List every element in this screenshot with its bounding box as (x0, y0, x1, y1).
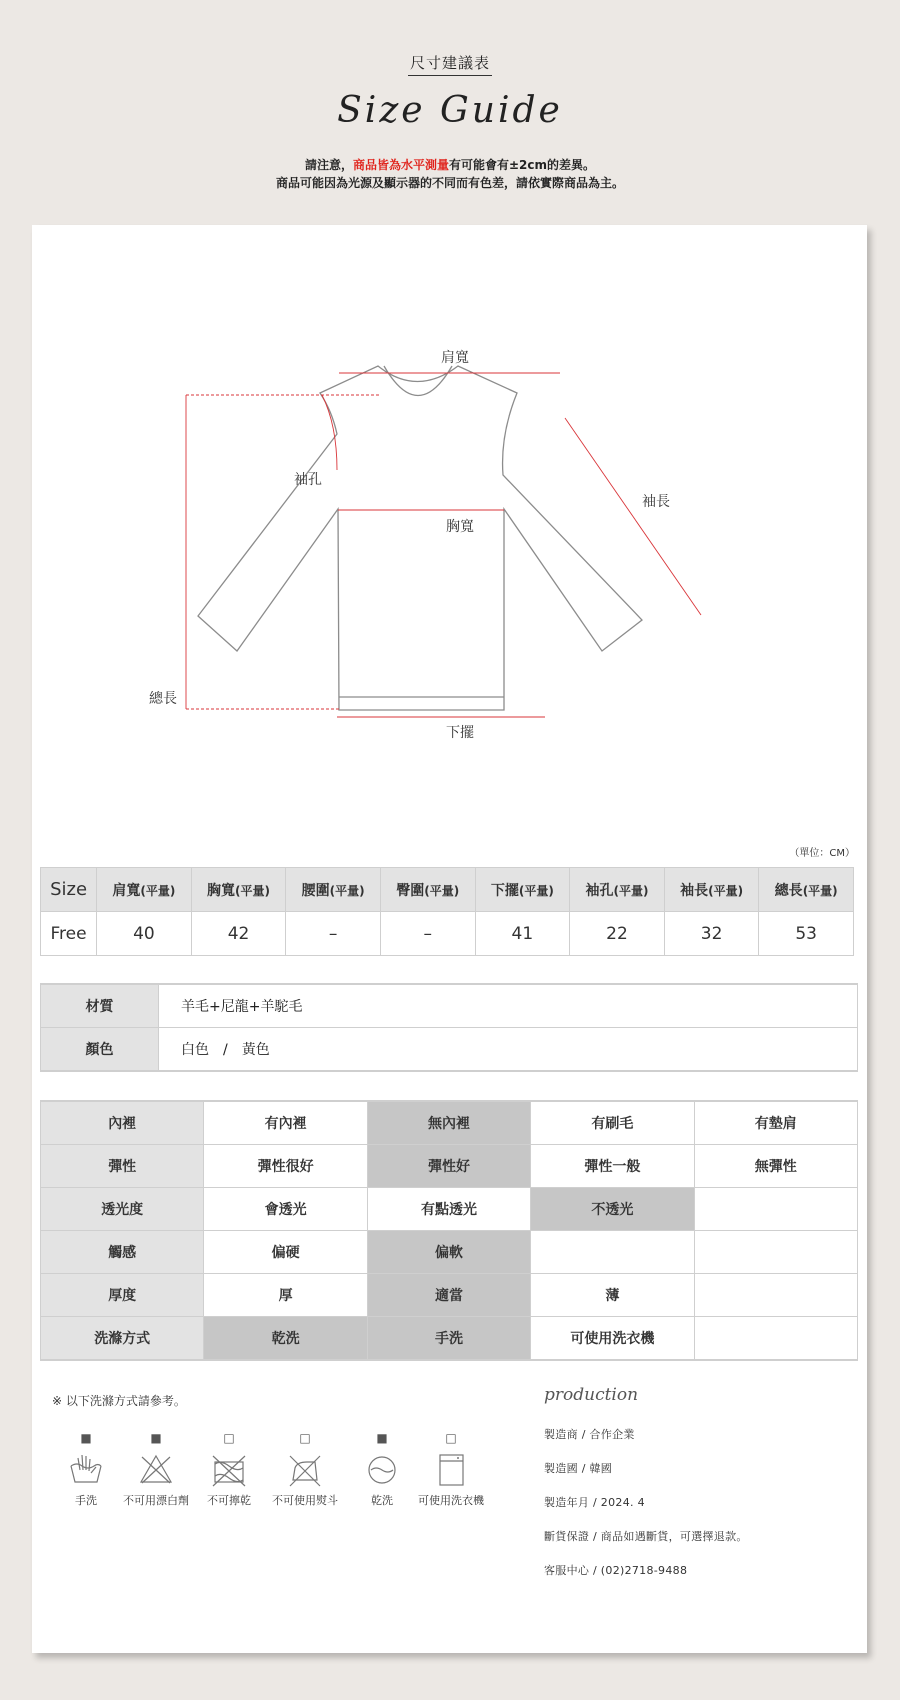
feature-key: 內裡 (41, 1101, 204, 1145)
size-value-cell: 41 (475, 912, 570, 956)
feature-option: 有點透光 (367, 1188, 530, 1231)
table-row (41, 912, 854, 956)
table-row (41, 1188, 858, 1231)
empty-box-icon: □ (299, 1431, 311, 1445)
feature-option: 彈性好 (367, 1145, 530, 1188)
measurement-lines (186, 373, 701, 717)
wash-item (46, 1430, 126, 1508)
material-value: 羊毛+尼龍+羊駝毛 (159, 984, 858, 1028)
table-row (41, 1317, 858, 1361)
sweater-outline (198, 366, 642, 710)
size-column-header (475, 868, 570, 912)
feature-option: 彈性一般 (531, 1145, 694, 1188)
size-value-cell: – (286, 912, 381, 956)
column-suffix: (平量) (708, 883, 744, 898)
feature-option: 不透光 (531, 1188, 694, 1231)
column-suffix: (平量) (235, 883, 271, 898)
feature-option (694, 1188, 857, 1231)
checked-box-icon: ■ (80, 1431, 92, 1445)
size-column-header (759, 868, 854, 912)
feature-option: 手洗 (367, 1317, 530, 1361)
label-sleeve: 袖長 (642, 494, 670, 510)
column-suffix: (平量) (518, 883, 554, 898)
feature-option (694, 1317, 857, 1361)
feature-option: 可使用洗衣機 (531, 1317, 694, 1361)
material-key: 顏色 (41, 1028, 159, 1072)
table-row (41, 1101, 858, 1145)
size-column-header (191, 868, 286, 912)
checked-box-icon: ■ (150, 1431, 162, 1445)
feature-key: 透光度 (41, 1188, 204, 1231)
size-column-header (570, 868, 665, 912)
measurement-note: 請注意，商品皆為水平測量有可能會有±2cm的差異。 商品可能因為光源及顯示器的不同而有色差，請依實際商品為主。 (275, 158, 624, 190)
page-subtitle: 尺寸建議表 (0, 52, 900, 73)
material-value: 白色 / 黃色 (159, 1028, 858, 1072)
wash-label: 不可擰乾 (207, 1494, 251, 1507)
table-row (41, 1028, 858, 1072)
feature-option (694, 1274, 857, 1317)
label-shoulder: 肩寬 (441, 350, 469, 366)
empty-box-icon: □ (445, 1431, 457, 1445)
table-row (41, 984, 858, 1028)
column-name: 下擺 (490, 882, 519, 899)
wash-item (342, 1430, 422, 1508)
production-line: 製造年月 / 2024. 4 (544, 1496, 645, 1509)
production-line: 斷貨保證 / 商品如遇斷貨，可選擇退款。 (544, 1530, 748, 1543)
feature-option: 乾洗 (204, 1317, 367, 1361)
column-name: 腰圍 (301, 882, 330, 899)
feature-option: 無內裡 (367, 1101, 530, 1145)
no-bleach-icon (138, 1452, 174, 1488)
wash-label: 不可用漂白劑 (123, 1494, 189, 1507)
production-line: 客服中心 / (02)2718-9488 (544, 1564, 688, 1577)
wash-item (189, 1430, 269, 1508)
feature-option: 薄 (531, 1274, 694, 1317)
feature-table (40, 1100, 858, 1361)
table-row (41, 1274, 858, 1317)
feature-key: 洗滌方式 (41, 1317, 204, 1361)
feature-option: 無彈性 (694, 1145, 857, 1188)
production-title: production (544, 1385, 639, 1405)
material-table (40, 983, 858, 1072)
page-title: Size Guide (337, 90, 563, 131)
size-column-header (286, 868, 381, 912)
label-armhole: 袖孔 (294, 472, 322, 488)
no-wring-icon (211, 1452, 247, 1488)
no-iron-icon (287, 1452, 323, 1488)
feature-key: 觸感 (41, 1231, 204, 1274)
machine-wash-icon (433, 1452, 469, 1488)
wash-item (265, 1430, 345, 1508)
size-name-cell: Free (41, 912, 97, 956)
column-name: 袖長 (680, 882, 709, 899)
size-column-header (664, 868, 759, 912)
wash-item (116, 1430, 196, 1508)
washing-icons (46, 1430, 484, 1530)
wash-item (411, 1430, 491, 1508)
column-name: 肩寬 (112, 882, 141, 899)
column-suffix: (平量) (140, 883, 176, 898)
column-name: 臀圍 (396, 882, 425, 899)
size-value-cell: 40 (97, 912, 192, 956)
label-hem: 下擺 (446, 725, 474, 741)
garment-diagram (32, 225, 867, 785)
column-suffix: (平量) (802, 883, 838, 898)
feature-option (694, 1231, 857, 1274)
feature-option: 會透光 (204, 1188, 367, 1231)
feature-key: 彈性 (41, 1145, 204, 1188)
label-total-length: 總長 (149, 691, 177, 707)
feature-option: 彈性很好 (204, 1145, 367, 1188)
size-header-cell: Size (41, 868, 97, 912)
wash-label: 手洗 (75, 1494, 97, 1507)
size-table-header (41, 868, 854, 912)
size-column-header (97, 868, 192, 912)
wash-label: 乾洗 (371, 1494, 393, 1507)
material-key: 材質 (41, 984, 159, 1028)
wash-label: 可使用洗衣機 (418, 1494, 484, 1507)
feature-option: 厚 (204, 1274, 367, 1317)
column-suffix: (平量) (329, 883, 365, 898)
size-table (40, 867, 854, 956)
washing-note: ※ 以下洗滌方式請參考。 (52, 1394, 186, 1408)
size-value-cell: – (380, 912, 475, 956)
feature-option: 有內裡 (204, 1101, 367, 1145)
label-chest: 胸寬 (446, 519, 474, 535)
size-value-cell: 42 (191, 912, 286, 956)
size-column-header (380, 868, 475, 912)
column-name: 袖孔 (585, 882, 614, 899)
unit-label: （單位：CM） (789, 848, 855, 859)
feature-option (531, 1231, 694, 1274)
empty-box-icon: □ (223, 1431, 235, 1445)
feature-key: 厚度 (41, 1274, 204, 1317)
wash-label: 不可使用熨斗 (272, 1494, 338, 1507)
table-row (41, 1231, 858, 1274)
column-suffix: (平量) (613, 883, 649, 898)
size-guide-card (32, 225, 867, 1653)
feature-option: 適當 (367, 1274, 530, 1317)
dry-clean-icon (364, 1452, 400, 1488)
feature-option: 有刷毛 (531, 1101, 694, 1145)
size-value-cell: 32 (664, 912, 759, 956)
size-value-cell: 22 (570, 912, 665, 956)
size-value-cell: 53 (759, 912, 854, 956)
column-name: 胸寬 (207, 882, 236, 899)
checked-box-icon: ■ (376, 1431, 388, 1445)
production-line: 製造商 / 合作企業 (544, 1428, 635, 1441)
feature-option: 有墊肩 (694, 1101, 857, 1145)
column-suffix: (平量) (424, 883, 460, 898)
table-row (41, 1145, 858, 1188)
hand-wash-icon (68, 1452, 104, 1488)
production-line: 製造國 / 韓國 (544, 1462, 613, 1475)
column-name: 總長 (774, 882, 803, 899)
feature-option: 偏硬 (204, 1231, 367, 1274)
feature-option: 偏軟 (367, 1231, 530, 1274)
